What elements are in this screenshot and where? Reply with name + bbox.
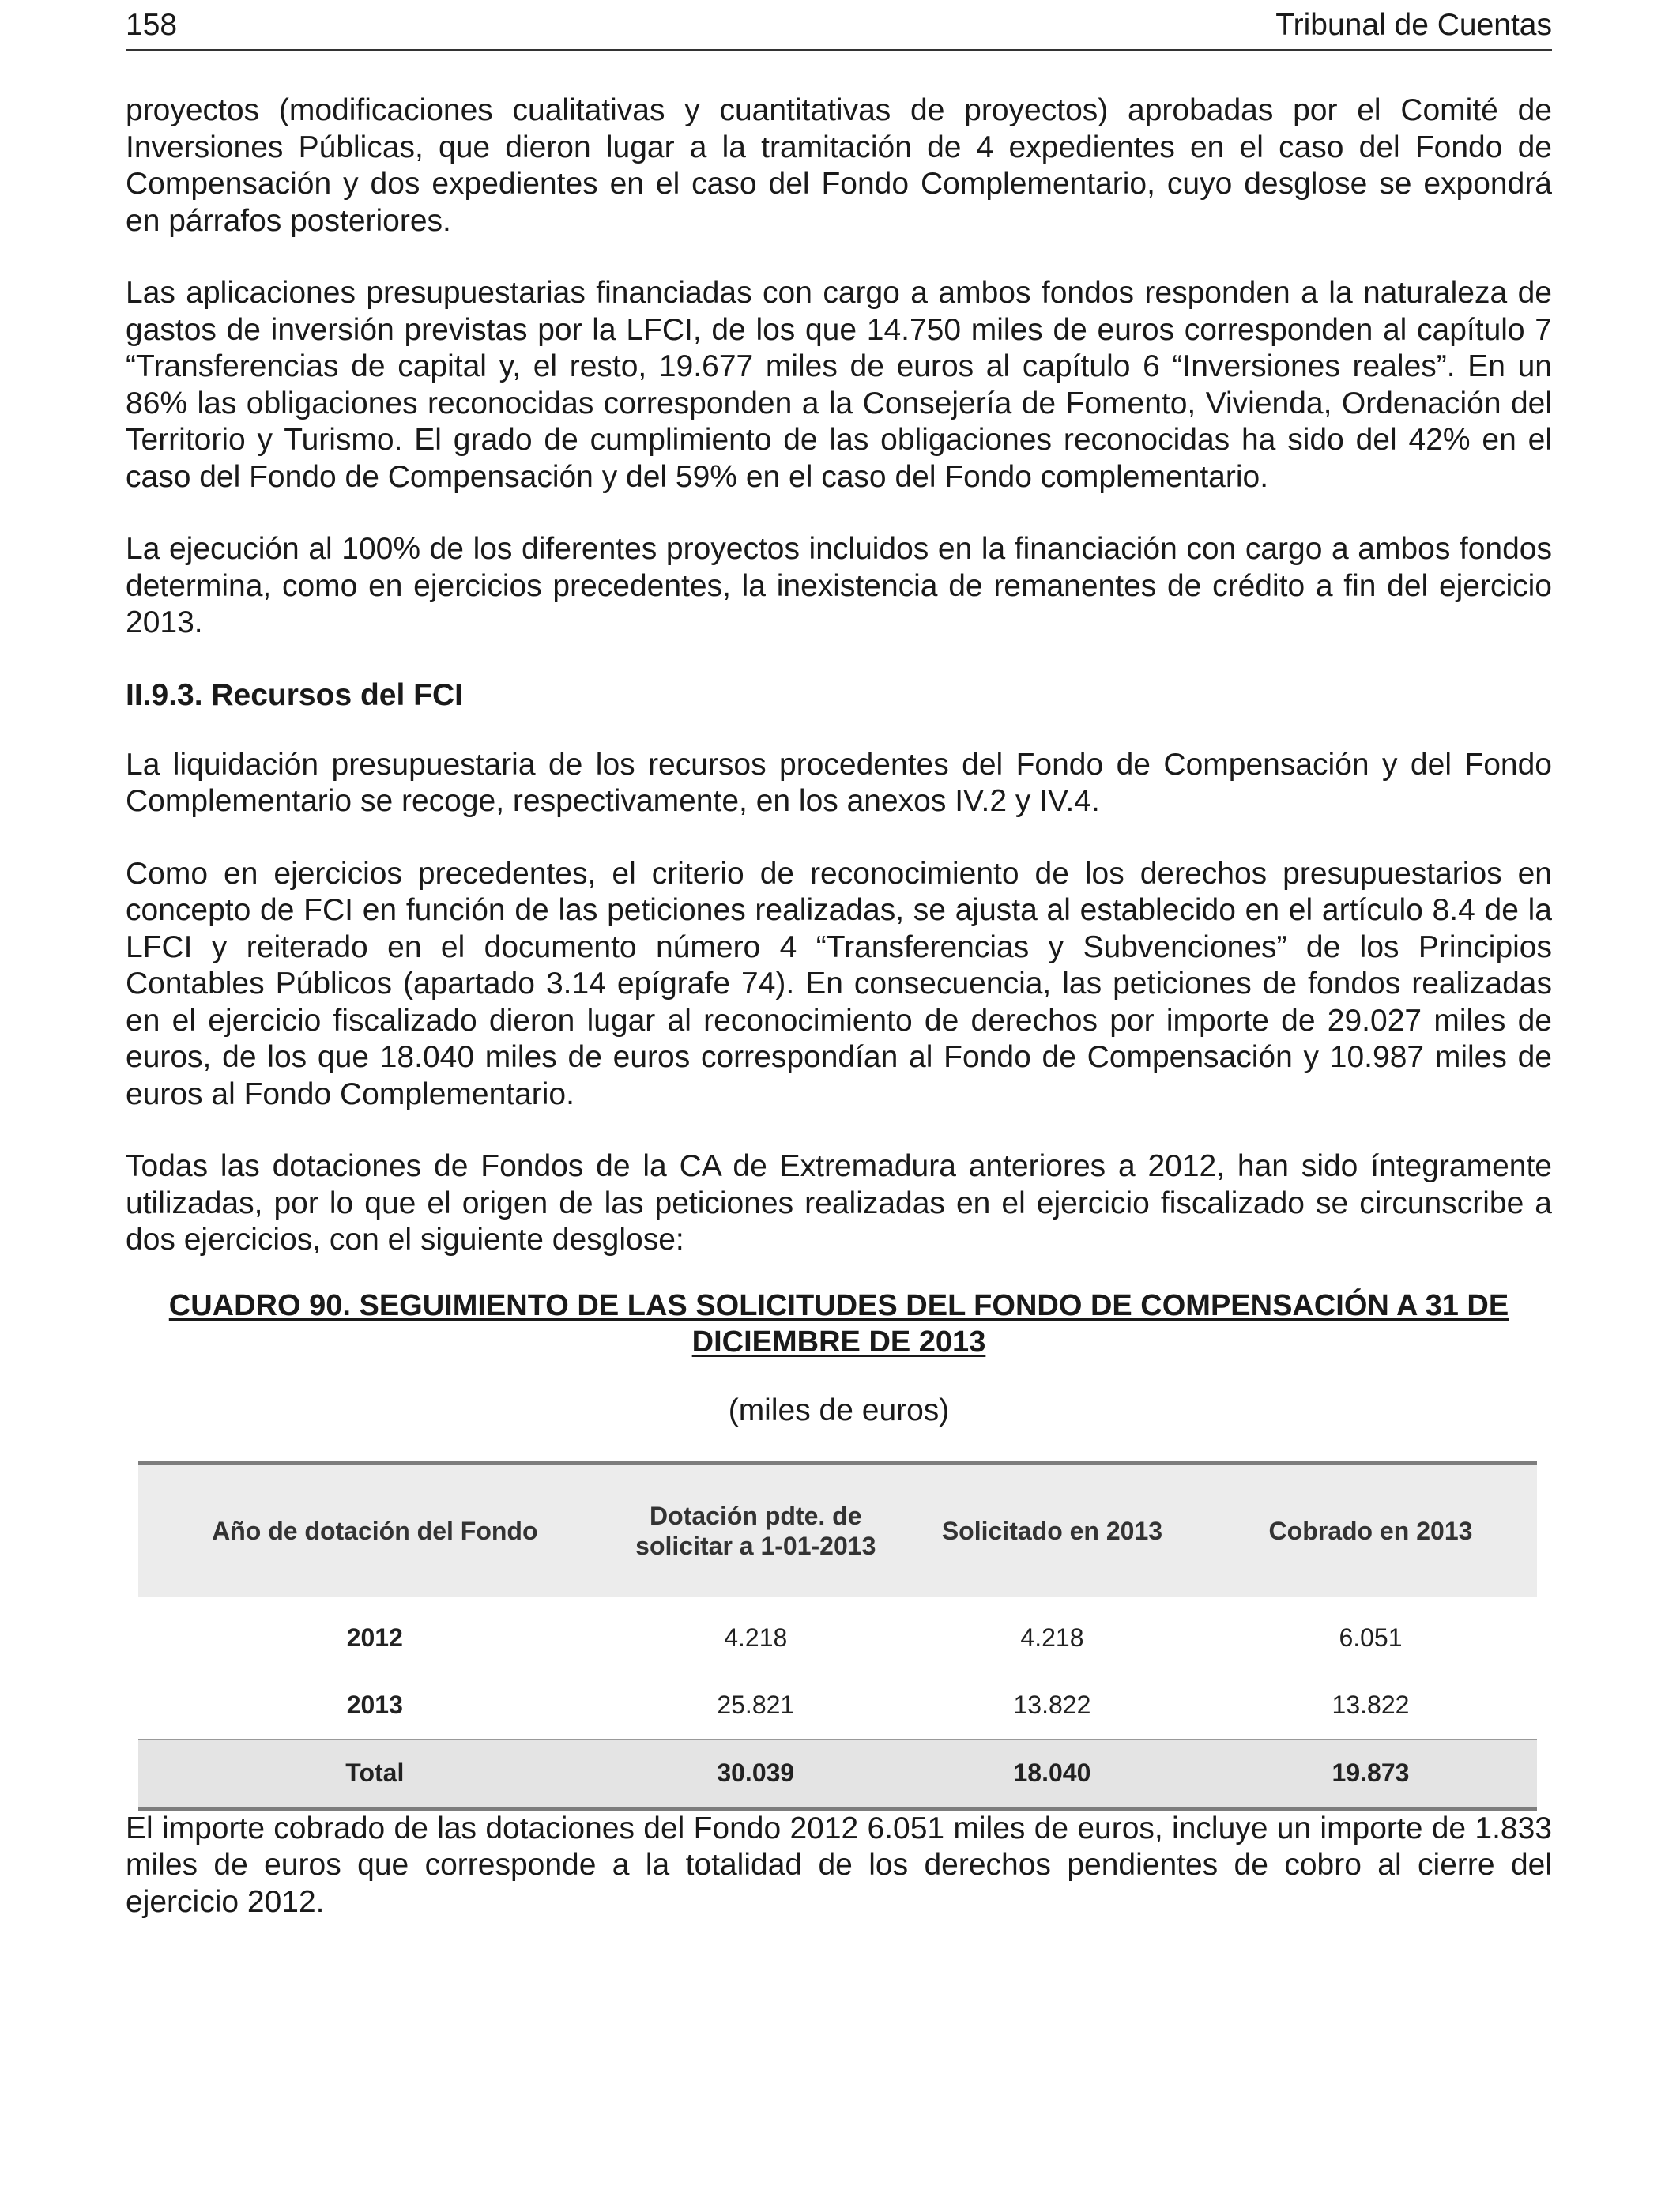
paragraph-budget-applications: Las aplicaciones presupuestarias financiadas con cargo a ambos fondos responden a la naturaleza de gastos de inversión previstas por la LFCI, de los que 14.750 miles de euros corresponden al capítulo 7 “Transferencias de capital y, el resto, 19.677 miles de euros al capítulo 6 “Inversiones reales”. En un 86% las obligaciones reconocidas corresponden a la Consejería de Fomento, Vivienda, Ordenación del Territorio y Turismo. El grado de cumplimiento de las obligaciones reconocidas ha sido del 42% en el caso del Fondo de Compensación y del 59% en el caso del Fondo complementario. — [126, 276, 1552, 494]
table-cell-pending: 25.821 — [717, 1690, 795, 1719]
table-total-pending: 30.039 — [717, 1759, 795, 1787]
table-total-collected: 19.873 — [1332, 1759, 1410, 1787]
page-number: 158 — [126, 8, 178, 42]
page-header — [126, 0, 1552, 51]
table-total-row — [138, 1740, 1537, 1809]
table-total-requested: 18.040 — [1013, 1759, 1091, 1787]
table-row — [138, 1597, 1537, 1672]
column-header-pending: Dotación pdte. de solicitar a 1-01-2013 — [635, 1502, 876, 1560]
table-cell-year: 2013 — [346, 1690, 403, 1719]
running-title: Tribunal de Cuentas — [1275, 8, 1552, 42]
table-cell-requested: 13.822 — [1013, 1690, 1091, 1719]
table-cell-year: 2012 — [346, 1623, 403, 1652]
paragraph-liquidation: La liquidación presupuestaria de los recursos procedentes del Fondo de Compensación y del Fondo Complementario se recoge, respectivamente, en los anexos IV.2 y IV.4. — [126, 747, 1552, 818]
paragraph-execution: La ejecución al 100% de los diferentes proyectos incluidos en la financiación con cargo a ambos fondos determina, como en ejercicios precedentes, la inexistencia de remanentes de crédito a fin del ejercicio 2013. — [126, 532, 1552, 639]
table-cell-requested: 4.218 — [1020, 1623, 1084, 1652]
table-title: CUADRO 90. SEGUIMIENTO DE LAS SOLICITUDES DEL FONDO DE COMPENSACIÓN A 31 DE DICIEMBRE DE 2013 — [168, 1288, 1509, 1359]
table-cell-pending: 4.218 — [724, 1623, 788, 1652]
paragraph-projects-continued: proyectos (modificaciones cualitativas y cuantitativas de proyectos) aprobadas por el Comité de Inversiones Públicas, que dieron lugar a la tramitación de 4 expedientes en el caso del Fondo de Compensación y dos expedientes en el caso del Fondo Complementario, cuyo desglose se expondrá en párrafos posteriores. — [126, 93, 1552, 238]
table-total-label: Total — [345, 1759, 405, 1787]
paragraph-recognition-criteria: Como en ejercicios precedentes, el criterio de reconocimiento de los derechos presupuestarios en concepto de FCI en función de las peticiones realizadas, se ajusta al establecido en el artículo 8.4 de la LFCI y reiterado en el documento número 4 “Transferencias y Subvenciones” de los Principios Contables Públicos (apartado 3.14 epígrafe 74). En consecuencia, las peticiones de fondos realizadas en el ejercicio fiscalizado dieron lugar al reconocimiento de derechos por importe de 29.027 miles de euros, de los que 18.040 miles de euros correspondían al Fondo de Compensación y 10.987 miles de euros al Fondo Complementario. — [126, 856, 1552, 1111]
column-header-collected: Cobrado en 2013 — [1268, 1517, 1473, 1545]
requests-table — [138, 1461, 1537, 1811]
table-row — [138, 1672, 1537, 1740]
body-text — [126, 92, 1552, 1921]
table-cell-collected: 6.051 — [1339, 1623, 1403, 1652]
table-cell-collected: 13.822 — [1332, 1690, 1410, 1719]
table-header-row — [138, 1463, 1537, 1597]
column-header-year: Año de dotación del Fondo — [212, 1517, 538, 1545]
document-page — [126, 0, 1552, 1956]
paragraph-endowments: Todas las dotaciones de Fondos de la CA de Extremadura anteriores a 2012, han sido íntegramente utilizadas, por lo que el origen de las peticiones realizadas en el ejercicio fiscalizado se circunscribe a dos ejercicios, con el siguiente desglose: — [126, 1149, 1552, 1257]
paragraph-closing: El importe cobrado de las dotaciones del Fondo 2012 6.051 miles de euros, incluye un importe de 1.833 miles de euros que corresponde a la totalidad de los derechos pendientes de cobro al cierre del ejercicio 2012. — [126, 1811, 1552, 1919]
column-header-requested: Solicitado en 2013 — [941, 1517, 1163, 1545]
table-units: (miles de euros) — [728, 1393, 950, 1427]
section-heading: II.9.3. Recursos del FCI — [126, 677, 463, 712]
